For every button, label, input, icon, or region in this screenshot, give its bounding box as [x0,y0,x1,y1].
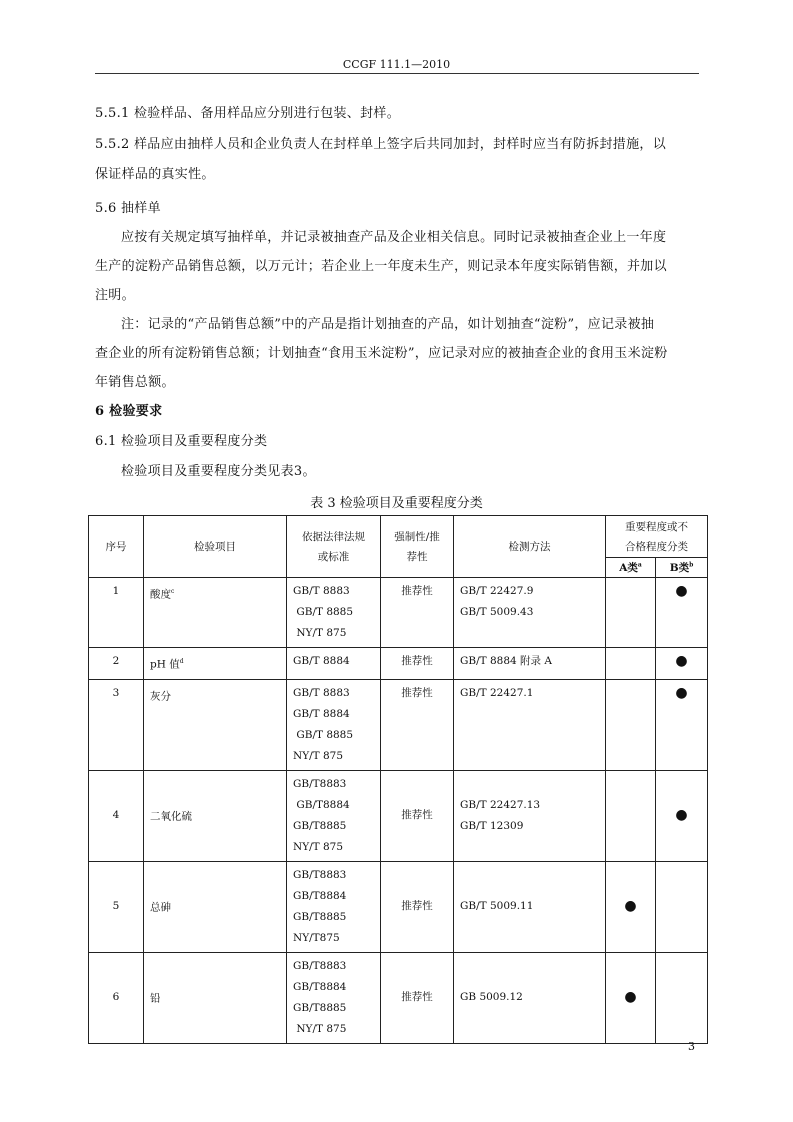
item-footnote-mark: c [171,588,175,595]
table-row [89,578,708,648]
item-name [144,683,286,708]
item-name [144,985,286,1010]
standard-ref: GB/T8885 [293,819,347,832]
cell-item [144,861,287,952]
class-b-mark: ● [675,807,688,823]
cell-item [144,648,287,680]
method-ref: GB 5009.12 [460,991,523,1003]
cell-type [381,952,454,1043]
cell-class-a [606,648,656,680]
table-row [89,770,708,861]
cell-type [381,861,454,952]
row-number: 2 [112,655,120,667]
heading-6: 6 检验要求 [95,404,163,419]
standard-ref: GB/T 8884 [293,707,350,720]
cell-type [381,578,454,648]
method-ref: GB/T 5009.43 [460,606,534,618]
header-rule [95,73,699,74]
standard-ref: NY/T 875 [293,840,344,853]
heading-6-1: 6.1 检验项目及重要程度分类 [95,434,268,449]
cell-class-b [656,578,708,648]
item-label: 铅 [150,992,161,1005]
cell-no [89,679,144,770]
cell-no [89,861,144,952]
standard-ref: GB/T 8883 [293,585,350,597]
note-line1: 注：记录的“产品销售总额”中的产品是指计划抽查的产品，如计划抽查“淀粉”，应记录被抽 [121,317,655,332]
requirement-type: 推荐性 [401,686,433,699]
cell-class-b [656,648,708,680]
header-method: 检测方法 [454,516,606,578]
class-b-mark: ● [675,653,688,669]
table-row [89,861,708,952]
standard-ref: GB/T8884 [293,980,347,993]
standard-ref: GB/T 8885 [293,728,354,741]
standard-ref: GB/T8884 [293,798,350,811]
method-ref: GB/T 22427.9 [460,585,534,597]
method-ref: GB/T 8884 附录 A [460,655,552,667]
header-importance [606,516,708,558]
standard-ref: NY/T 875 [293,627,347,639]
header-mandatory [381,516,454,578]
requirement-type: 推荐性 [401,585,433,597]
para-5-6-line1: 应按有关规定填写抽样单，并记录被抽查产品及企业相关信息。同时记录被抽查企业上一年度 [121,230,667,245]
standard-ref: GB/T8885 [293,1001,347,1014]
heading-5-6: 5.6 抽样单 [95,201,161,216]
cell-class-a [606,679,656,770]
item-label: 灰分 [150,690,171,702]
cell-type [381,770,454,861]
header-basis-line2: 或标准 [317,550,350,563]
row-number: 4 [112,809,120,821]
para-5-6-line3: 注明。 [95,288,135,303]
inspection-table [88,515,708,1044]
item-name [144,651,286,676]
class-a-mark: ● [624,989,637,1005]
table-row [89,648,708,680]
cell-class-b [656,770,708,861]
cell-class-b [656,952,708,1043]
cell-method [454,952,606,1043]
item-label: 总砷 [150,901,171,914]
header-class-a: A类$^a$ [606,558,656,578]
header-importance-line2: 合格程度分类 [625,540,688,553]
header-mandatory-line1: 强制性/推 [394,530,440,543]
header-class-b: B类$^b$ [656,558,708,578]
standard-ref: GB/T 8884 [293,655,350,667]
para-5-5-2-line1: 5.5.2 样品应由抽样人员和企业负责人在封样单上签字后共同加封，封样时应当有防拆封措施，以 [95,137,667,152]
standard-ref: GB/T8883 [293,868,347,881]
running-header: CCGF 111.1—2010 [342,58,451,71]
standard-ref: GB/T 8885 [293,606,354,618]
cell-standards [287,679,381,770]
standard-ref: GB/T8883 [293,777,347,790]
cell-no [89,770,144,861]
method-ref: GB/T 22427.13 [460,798,541,811]
cell-standards [287,770,381,861]
class-a-mark: ● [624,898,637,914]
item-label: pH 值 [150,658,180,671]
standard-ref: GB/T8885 [293,910,347,923]
method-ref: GB/T 5009.11 [460,900,534,912]
row-number: 1 [112,585,120,597]
cell-method [454,679,606,770]
method-ref: GB/T 22427.1 [460,686,534,699]
standard-ref: GB/T8883 [293,959,347,972]
cell-item [144,679,287,770]
requirement-type: 推荐性 [401,655,433,667]
header-importance-line1: 重要程度或不 [625,520,688,533]
standard-ref: NY/T 875 [293,749,344,762]
standard-ref: NY/T875 [293,931,340,944]
row-number: 3 [112,686,120,699]
item-label: 酸度 [150,588,171,601]
cell-standards [287,952,381,1043]
page-number: 3 [688,1040,695,1053]
item-label: 二氧化硫 [150,810,192,823]
note-line3: 年销售总额。 [95,375,175,390]
cell-class-a [606,578,656,648]
cell-type [381,679,454,770]
cell-item [144,770,287,861]
requirement-type: 推荐性 [401,991,433,1003]
table-row [89,679,708,770]
header-basis [287,516,381,578]
cell-method [454,861,606,952]
cell-class-b [656,679,708,770]
cell-method [454,578,606,648]
cell-type [381,648,454,680]
cell-standards [287,648,381,680]
para-6-1: 检验项目及重要程度分类见表3。 [121,464,316,479]
class-b-mark: ● [675,684,688,701]
standard-ref: GB/T8884 [293,889,347,902]
item-name [144,581,286,606]
table-caption: 表 3 检验项目及重要程度分类 [310,496,483,511]
item-footnote-mark: d [179,658,184,665]
cell-class-a [606,770,656,861]
header-mandatory-line2: 荐性 [406,550,428,563]
header-no: 序号 [89,516,144,578]
requirement-type: 推荐性 [401,809,433,821]
cell-method [454,770,606,861]
standard-ref: NY/T 875 [293,1022,347,1035]
requirement-type: 推荐性 [401,900,433,912]
para-5-5-1: 5.5.1 检验样品、备用样品应分别进行包装、封样。 [95,106,401,121]
header-basis-line1: 依据法律法规 [302,530,365,543]
cell-class-a [606,861,656,952]
cell-item [144,952,287,1043]
row-number: 5 [112,900,120,912]
cell-no [89,952,144,1043]
cell-standards [287,578,381,648]
note-line2: 查企业的所有淀粉销售总额；计划抽查“食用玉米淀粉”，应记录对应的被抽查企业的食用玉米淀粉 [95,346,668,361]
para-5-6-line2: 生产的淀粉产品销售总额，以万元计；若企业上一年度未生产，则记录本年度实际销售额，并加以 [95,259,667,274]
method-ref: GB/T 12309 [460,819,524,832]
cell-standards [287,861,381,952]
item-name [144,894,286,919]
standard-ref: GB/T 8883 [293,686,350,699]
cell-method [454,648,606,680]
cell-no [89,648,144,680]
cell-item [144,578,287,648]
class-b-mark: ● [675,583,688,599]
cell-class-b [656,861,708,952]
para-5-5-2-line2: 保证样品的真实性。 [95,167,215,182]
header-item: 检验项目 [144,516,287,578]
cell-class-a [606,952,656,1043]
cell-no [89,578,144,648]
table-row [89,952,708,1043]
row-number: 6 [112,991,120,1003]
item-name [144,803,286,828]
